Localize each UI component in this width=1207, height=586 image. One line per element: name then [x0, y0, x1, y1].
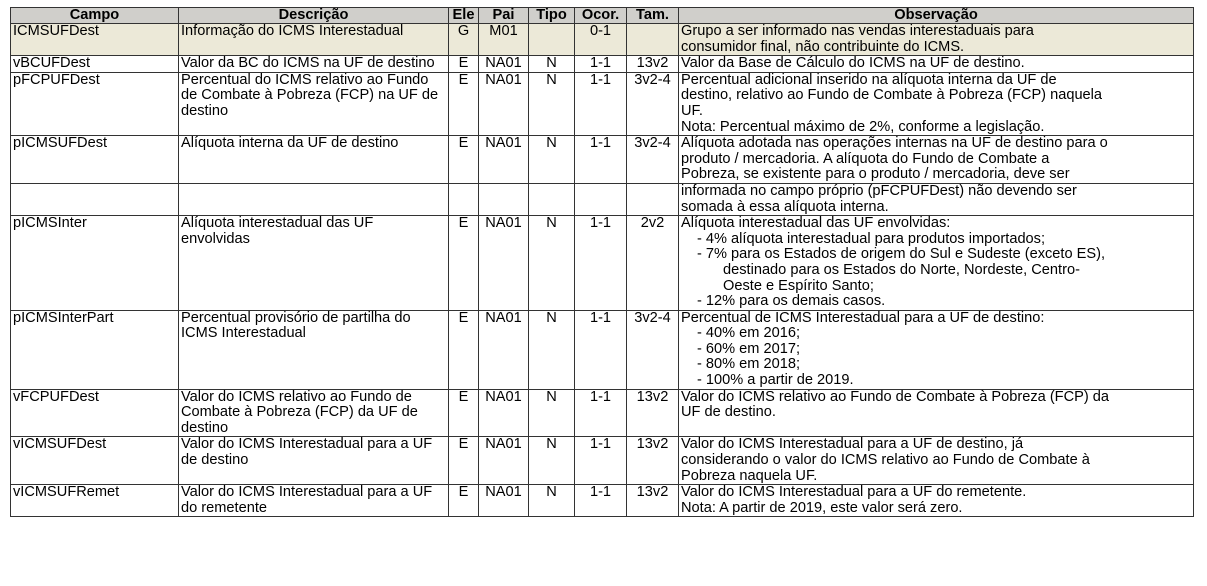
- cell-tam: 13v2: [627, 56, 679, 73]
- table-row: [11, 216, 1194, 311]
- cell-campo: vBCUFDest: [11, 56, 179, 73]
- observacao-line: - 80% em 2018;: [697, 356, 801, 373]
- observacao-line: Nota: Percentual máximo de 2%, conforme a legislação.: [681, 118, 1045, 135]
- observacao-line: Oeste e Espírito Santo;: [723, 277, 874, 294]
- cell-ele: E: [449, 485, 479, 517]
- header-ocor: Ocor.: [575, 8, 627, 24]
- cell-tipo: N: [529, 310, 575, 389]
- cell-pai: NA01: [479, 389, 529, 437]
- cell-campo: vFCPUFDest: [11, 389, 179, 437]
- cell-pai: NA01: [479, 485, 529, 517]
- cell-ele: E: [449, 136, 479, 184]
- table-row: [11, 485, 1194, 517]
- observacao-line: Pobreza naquela UF.: [681, 467, 818, 484]
- table-row: [11, 136, 1194, 184]
- cell-ocor: 1-1: [575, 485, 627, 517]
- cell-tam: 13v2: [627, 485, 679, 517]
- cell-ele: E: [449, 216, 479, 311]
- cell-pai: NA01: [479, 56, 529, 73]
- observacao-line: - 7% para os Estados de origem do Sul e Sudeste (exceto ES),: [697, 246, 1106, 263]
- cell-observacao: [679, 216, 1194, 311]
- observacao-line: somada à essa alíquota interna.: [681, 198, 889, 215]
- cell-pai: NA01: [479, 136, 529, 184]
- cell-descricao: Percentual provisório de partilha do ICMS Interestadual: [179, 310, 449, 389]
- cell-descricao: Alíquota interestadual das UF envolvidas: [179, 216, 449, 311]
- header-observacao: Observação: [679, 8, 1194, 24]
- table-row: [11, 437, 1194, 485]
- cell-tam: 13v2: [627, 437, 679, 485]
- header-tam: Tam.: [627, 8, 679, 24]
- cell-observacao: [679, 56, 1194, 73]
- cell-tipo: N: [529, 389, 575, 437]
- observacao-line: UF.: [681, 102, 703, 119]
- header-ele: Ele: [449, 8, 479, 24]
- header-descricao: Descrição: [179, 8, 449, 24]
- cell-tam: [627, 183, 679, 215]
- cell-tipo: N: [529, 56, 575, 73]
- cell-tipo: N: [529, 72, 575, 135]
- observacao-line: Nota: A partir de 2019, este valor será zero.: [681, 499, 963, 516]
- table-row: [11, 72, 1194, 135]
- observacao-line: Percentual adicional inserido na alíquota interna da UF de: [681, 71, 1057, 88]
- observacao-line: Pobreza, se existente para o produto / mercadoria, deve ser: [681, 166, 1070, 183]
- cell-tipo: [529, 183, 575, 215]
- cell-descricao: Valor da BC do ICMS na UF de destino: [179, 56, 449, 73]
- cell-observacao: [679, 389, 1194, 437]
- cell-ocor: 1-1: [575, 437, 627, 485]
- observacao-line: UF de destino.: [681, 404, 776, 421]
- cell-ele: E: [449, 310, 479, 389]
- cell-pai: M01: [479, 24, 529, 56]
- observacao-line: Valor do ICMS Interestadual para a UF do remetente.: [681, 484, 1027, 501]
- table-row: [11, 183, 1194, 215]
- cell-campo: pICMSInterPart: [11, 310, 179, 389]
- observacao-line: produto / mercadoria. A alíquota do Fundo de Combate a: [681, 150, 1050, 167]
- cell-pai: NA01: [479, 72, 529, 135]
- cell-descricao: [179, 183, 449, 215]
- cell-tipo: N: [529, 136, 575, 184]
- header-campo: Campo: [11, 8, 179, 24]
- cell-ele: E: [449, 56, 479, 73]
- cell-descricao: Valor do ICMS Interestadual para a UF do remetente: [179, 485, 449, 517]
- observacao-line: - 4% alíquota interestadual para produtos importados;: [697, 230, 1046, 247]
- cell-ele: E: [449, 389, 479, 437]
- cell-pai: [479, 183, 529, 215]
- observacao-line: - 100% a partir de 2019.: [697, 372, 854, 389]
- cell-tam: 3v2-4: [627, 72, 679, 135]
- observacao-line: Grupo a ser informado nas vendas interestaduais para: [681, 23, 1034, 39]
- observacao-line: considerando o valor do ICMS relativo ao Fundo de Combate à: [681, 452, 1090, 469]
- cell-ocor: 1-1: [575, 72, 627, 135]
- cell-tam: [627, 24, 679, 56]
- cell-campo: pICMSInter: [11, 216, 179, 311]
- cell-ocor: 1-1: [575, 310, 627, 389]
- table-row: [11, 389, 1194, 437]
- cell-campo: vICMSUFDest: [11, 437, 179, 485]
- observacao-line: destino, relativo ao Fundo de Combate à Pobreza (FCP) naquela: [681, 87, 1103, 104]
- cell-tam: 3v2-4: [627, 310, 679, 389]
- cell-ele: E: [449, 437, 479, 485]
- cell-ocor: 1-1: [575, 216, 627, 311]
- observacao-line: - 60% em 2017;: [697, 340, 801, 357]
- observacao-line: Valor da Base de Cálculo do ICMS na UF de destino.: [681, 55, 1025, 72]
- cell-observacao: [679, 136, 1194, 184]
- cell-descricao: Informação do ICMS Interestadual: [179, 24, 449, 56]
- cell-descricao: Valor do ICMS Interestadual para a UF de destino: [179, 437, 449, 485]
- cell-tipo: N: [529, 485, 575, 517]
- observacao-line: consumidor final, não contribuinte do ICMS.: [681, 38, 965, 55]
- cell-tam: 13v2: [627, 389, 679, 437]
- observacao-line: Valor do ICMS Interestadual para a UF de destino, já: [681, 436, 1024, 453]
- cell-observacao: [679, 72, 1194, 135]
- header-row: [11, 8, 1194, 24]
- cell-tam: 2v2: [627, 216, 679, 311]
- cell-tipo: N: [529, 216, 575, 311]
- observacao-line: Valor do ICMS relativo ao Fundo de Combate à Pobreza (FCP) da: [681, 388, 1110, 405]
- cell-observacao: [679, 24, 1194, 56]
- cell-ocor: [575, 183, 627, 215]
- cell-pai: NA01: [479, 437, 529, 485]
- cell-ele: G: [449, 24, 479, 56]
- cell-campo: pICMSUFDest: [11, 136, 179, 184]
- icms-fields-table: [10, 7, 1194, 517]
- cell-descricao: Valor do ICMS relativo ao Fundo de Combate à Pobreza (FCP) da UF de destino: [179, 389, 449, 437]
- cell-tipo: [529, 24, 575, 56]
- table-row: [11, 24, 1194, 56]
- observacao-line: - 12% para os demais casos.: [697, 293, 886, 310]
- cell-tam: 3v2-4: [627, 136, 679, 184]
- cell-ele: [449, 183, 479, 215]
- observacao-line: Alíquota adotada nas operações internas na UF de destino para o: [681, 135, 1108, 152]
- cell-campo: pFCPUFDest: [11, 72, 179, 135]
- cell-pai: NA01: [479, 310, 529, 389]
- cell-observacao: [679, 485, 1194, 517]
- observacao-line: Alíquota interestadual das UF envolvidas:: [681, 215, 951, 232]
- cell-descricao: Percentual do ICMS relativo ao Fundo de Combate à Pobreza (FCP) na UF de destino: [179, 72, 449, 135]
- cell-observacao: [679, 183, 1194, 215]
- cell-ocor: 0-1: [575, 24, 627, 56]
- cell-campo: [11, 183, 179, 215]
- observacao-line: informada no campo próprio (pFCPUFDest) não devendo ser: [681, 182, 1077, 199]
- cell-campo: vICMSUFRemet: [11, 485, 179, 517]
- cell-tipo: N: [529, 437, 575, 485]
- header-tipo: Tipo: [529, 8, 575, 24]
- cell-ocor: 1-1: [575, 389, 627, 437]
- cell-campo: ICMSUFDest: [11, 24, 179, 56]
- cell-ocor: 1-1: [575, 136, 627, 184]
- cell-ocor: 1-1: [575, 56, 627, 73]
- cell-observacao: [679, 437, 1194, 485]
- cell-ele: E: [449, 72, 479, 135]
- observacao-line: - 40% em 2016;: [697, 325, 801, 342]
- cell-observacao: [679, 310, 1194, 389]
- cell-pai: NA01: [479, 216, 529, 311]
- observacao-line: destinado para os Estados do Norte, Nordeste, Centro-: [723, 261, 1080, 278]
- table-row: [11, 310, 1194, 389]
- cell-descricao: Alíquota interna da UF de destino: [179, 136, 449, 184]
- table-row: [11, 56, 1194, 73]
- observacao-line: Percentual de ICMS Interestadual para a UF de destino:: [681, 309, 1045, 326]
- header-pai: Pai: [479, 8, 529, 24]
